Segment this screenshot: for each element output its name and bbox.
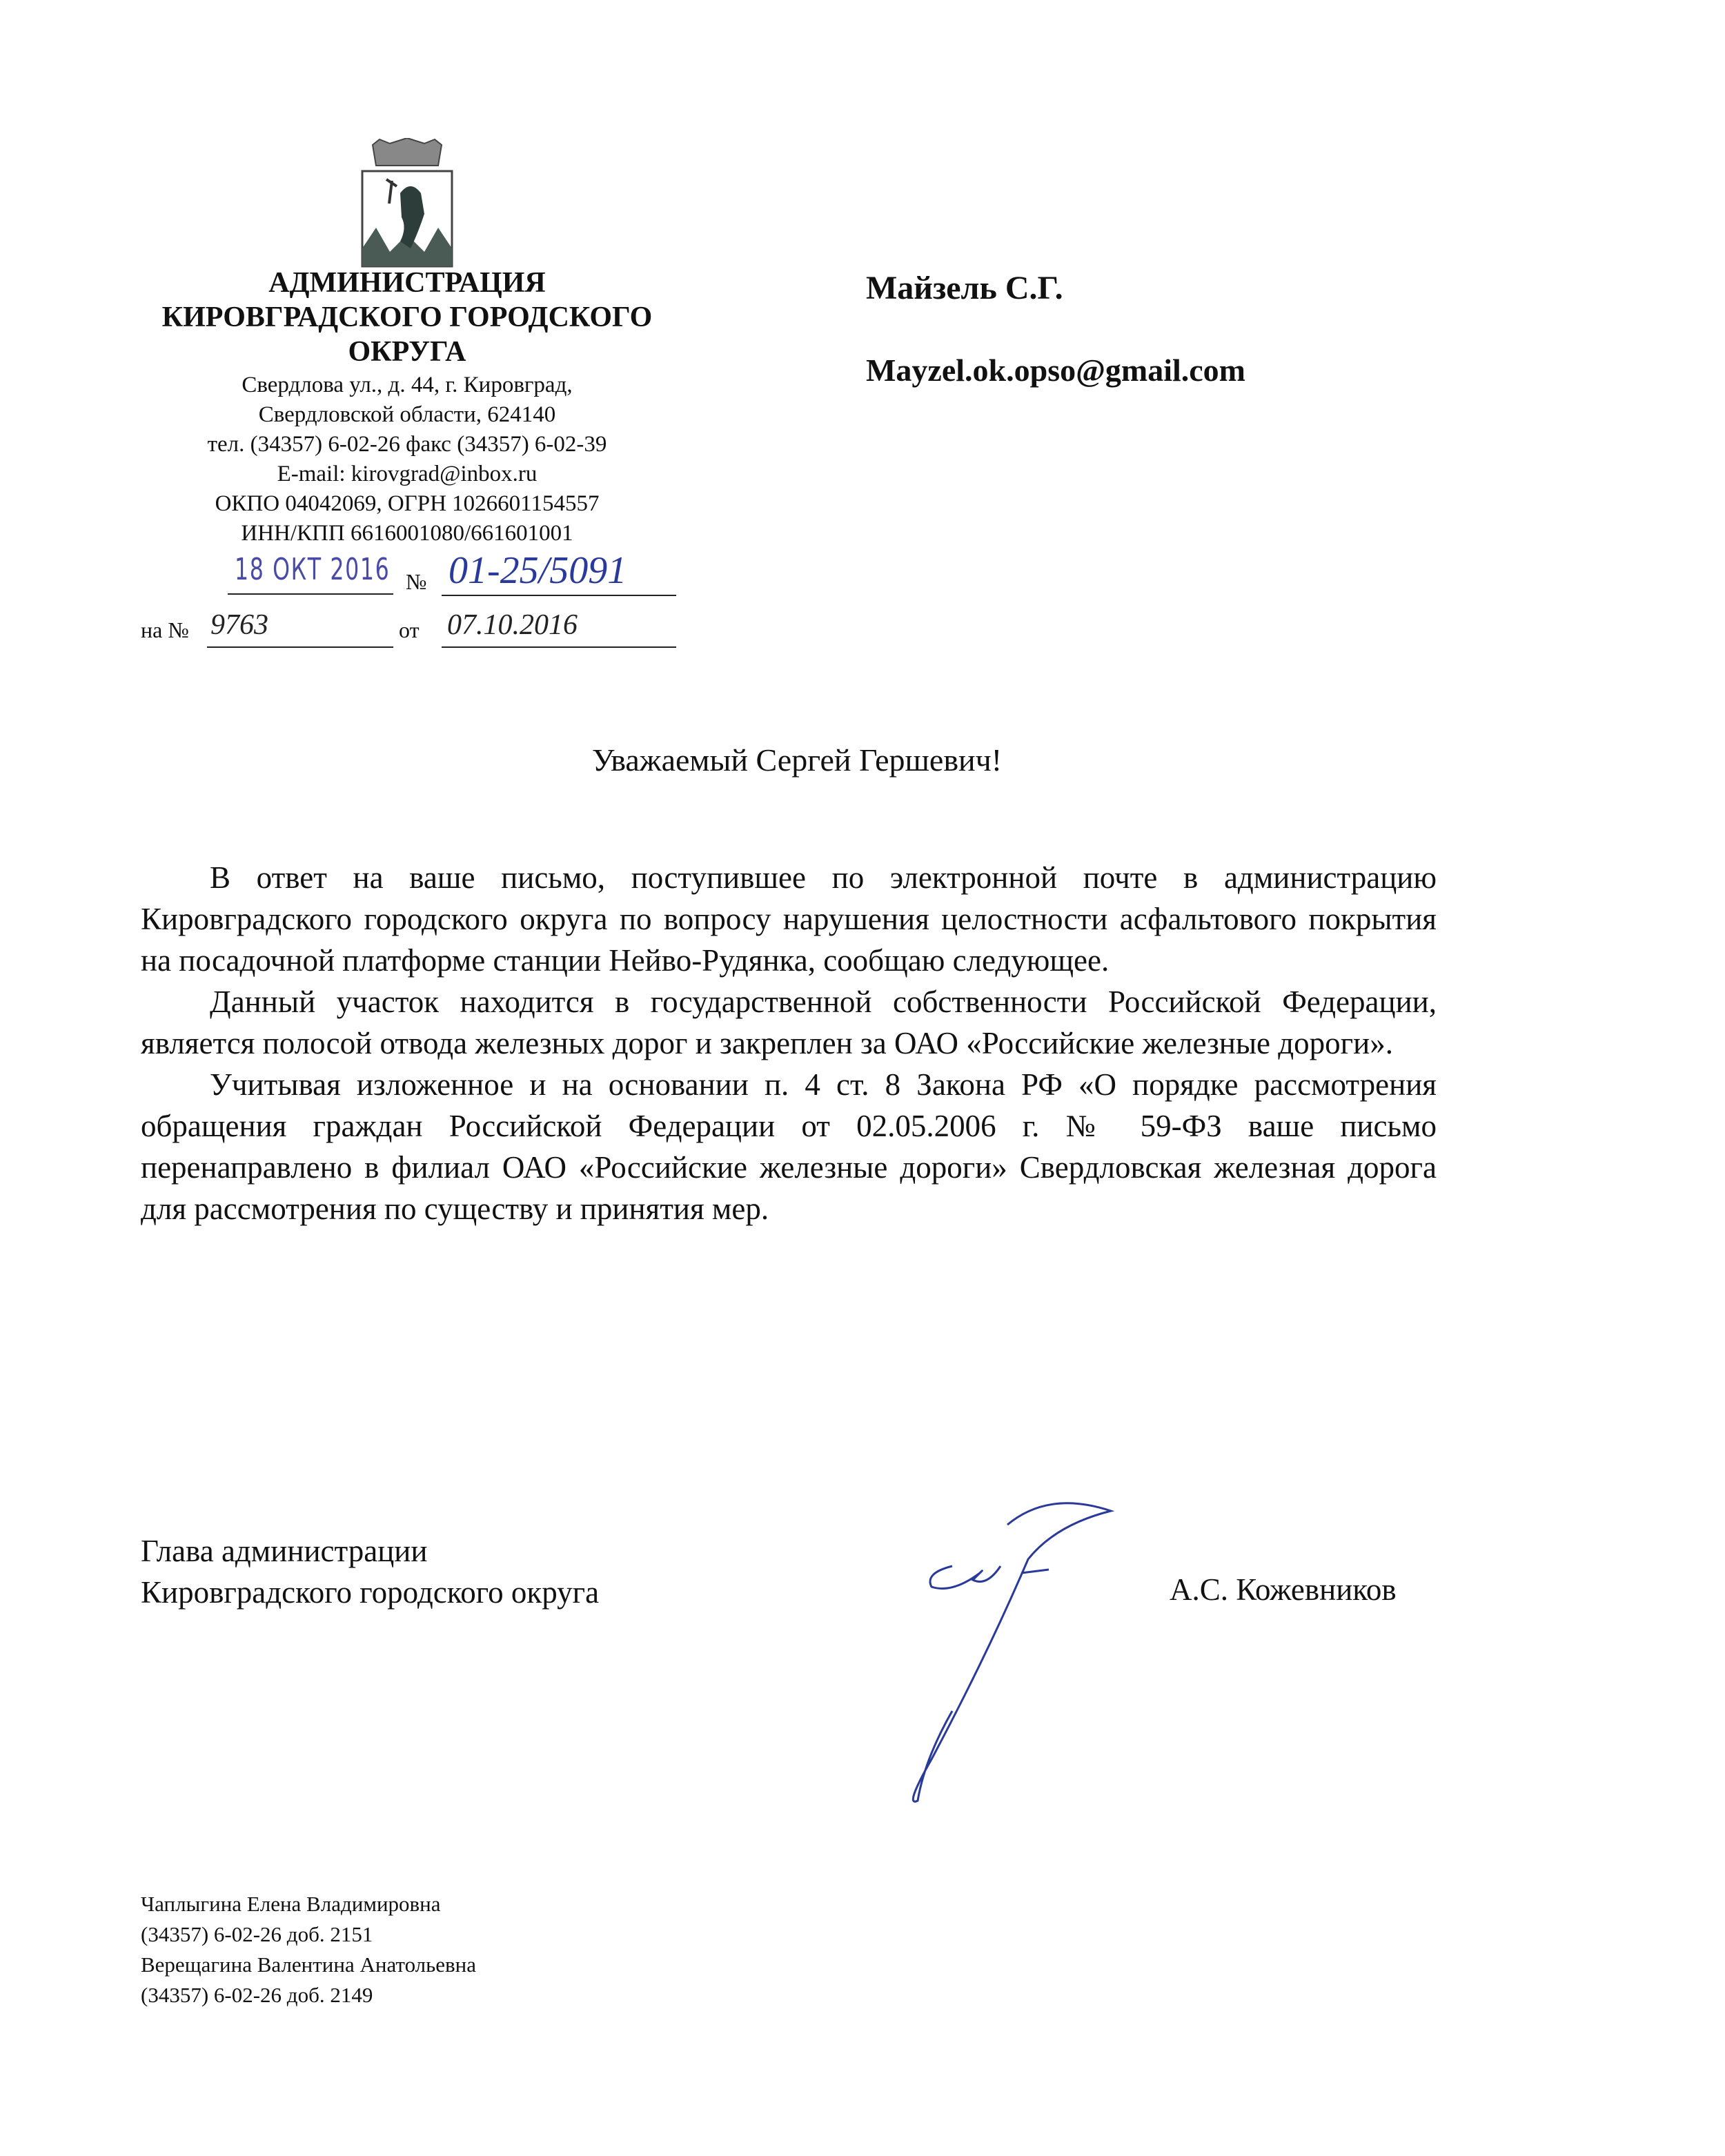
- letter-body: [141, 857, 1437, 1229]
- position-line: Глава администрации: [141, 1534, 428, 1568]
- contact-phone: (34357) 6-02-26 доб. 2151: [141, 1922, 373, 1946]
- recipient-email: Mayzel.ok.opso@gmail.com: [866, 353, 1246, 388]
- signatory-name: А.С. Кожевников: [1170, 1572, 1397, 1607]
- org-name-line: ОКРУГА: [348, 336, 466, 368]
- email-line: E-mail: kirovgrad@inbox.ru: [277, 462, 538, 486]
- address-line: Свердлова ул., д. 44, г. Кировград,: [241, 373, 573, 397]
- okpo-line: ОКПО 04042069, ОГРН 1026601154557: [215, 491, 600, 516]
- address-line: Свердловской области, 624140: [258, 402, 556, 427]
- outgoing-number: 01-25/5091: [448, 549, 627, 592]
- coat-of-arms-icon: [359, 138, 455, 269]
- position-line: Кировградского городского округа: [141, 1575, 600, 1610]
- from-label: от: [399, 617, 420, 642]
- contact-name: Чаплыгина Елена Владимировна: [141, 1892, 441, 1916]
- contact-phone: (34357) 6-02-26 доб. 2149: [141, 1983, 373, 2007]
- organization-header: [131, 266, 683, 548]
- stamp-date: 18 ОКТ 2016: [235, 552, 391, 587]
- number-label: №: [406, 569, 427, 594]
- paragraph: В ответ на ваше письмо, поступившее по электронной почте в администрацию Кировградского городского округа по вопросу нарушения целостности асфальтового покрытия на посадочной платформе станции Нейво-Рудянка, сообщаю следующее.: [141, 860, 1437, 978]
- paragraph: Данный участок находится в государственной собственности Российской Федерации, является полосой отвода железных дорог и закреплен за ОАО «Российские железные дороги».: [141, 985, 1437, 1060]
- recipient-name: Майзель С.Г.: [866, 270, 1063, 306]
- inn-line: ИНН/КПП 6616001080/661601001: [241, 521, 573, 546]
- phone-line: тел. (34357) 6-02-26 факс (34357) 6-02-39: [207, 432, 607, 457]
- signatory-position: [141, 1530, 599, 1613]
- ref-number: 9763: [210, 609, 268, 641]
- org-name-line: КИРОВГРАДСКОГО ГОРОДСКОГО: [161, 301, 653, 333]
- contact-name: Верещагина Валентина Анатольевна: [141, 1952, 477, 1977]
- ref-date: 07.10.2016: [447, 609, 578, 641]
- handwritten-signature: [849, 1483, 1125, 1814]
- executor-contacts: [141, 1889, 476, 2010]
- ref-label: на №: [141, 617, 189, 642]
- paragraph: Учитывая изложенное и на основании п. 4 ст. 8 Закона РФ «О порядке рассмотрения обращения граждан Российской Федерации от 02.05.2006 г. № 59-ФЗ ваше письмо перенаправлено в филиал ОАО «Российские железные дороги» Свердловская железная дорога для рассмотрения по существу и принятия мер.: [141, 1067, 1437, 1226]
- greeting: Уважаемый Сергей Гершевич!: [591, 742, 1003, 778]
- org-name-line: АДМИНИСТРАЦИЯ: [268, 267, 546, 299]
